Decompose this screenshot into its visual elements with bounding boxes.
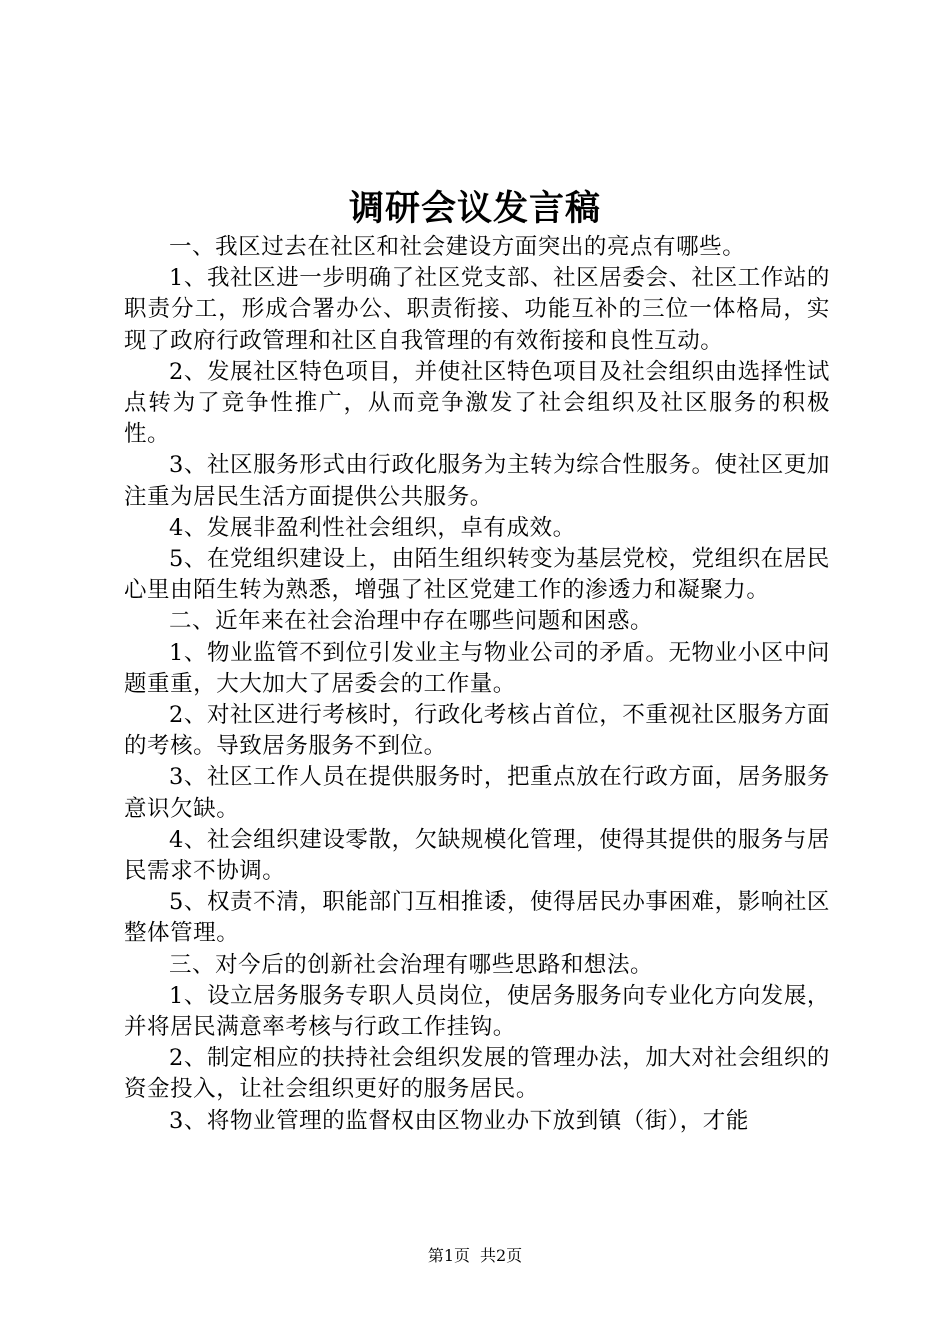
paragraph: 3、社区工作人员在提供服务时，把重点放在行政方面，居务服务意识欠缺。 [124, 764, 830, 822]
paragraph-section-1-heading: 一、我区过去在社区和社会建设方面突出的亮点有哪些。 [169, 234, 746, 260]
paragraph: 1、设立居务服务专职人员岗位，使居务服务向专业化方向发展，并将居民满意率考核与行政工作挂钩。 [124, 982, 830, 1041]
paragraph: 4、发展非盈利性社会组织，卓有成效。 [169, 514, 576, 541]
paragraph: 4、社会组织建设零散，欠缺规模化管理，使得其提供的服务与居民需求不协调。 [124, 826, 830, 885]
paragraph: 5、权责不清，职能部门互相推诿，使得居民办事困难，影响社区整体管理。 [124, 889, 830, 947]
page-number-total: 共2页 [480, 1246, 523, 1265]
paragraph: 2、制定相应的扶持社会组织发展的管理办法，加大对社会组织的资金投入，让社会组织更好的服务居民。 [124, 1045, 830, 1103]
document-body [124, 232, 830, 1137]
paragraph: 5、在党组织建设上，由陌生组织转变为基层党校，党组织在居民心里由陌生转为熟悉，增强了社区党建工作的渗透力和凝聚力。 [124, 546, 830, 604]
paragraph: 3、社区服务形式由行政化服务为主转为综合性服务。使社区更加注重为居民生活方面提供公共服务。 [124, 452, 830, 510]
paragraph-section-2-heading: 二、近年来在社会治理中存在哪些问题和困惑。 [169, 608, 654, 635]
paragraph: 3、将物业管理的监督权由区物业办下放到镇（街），才能 [169, 1107, 749, 1134]
paragraph: 1、物业监管不到位引发业主与物业公司的矛盾。无物业小区中问题重重，大大加大了居委会的工作量。 [124, 639, 830, 697]
document-title: 调研会议发言稿 [348, 188, 601, 229]
page-footer [0, 1244, 950, 1268]
paragraph: 2、发展社区特色项目，并使社区特色项目及社会组织由选择性试点转为了竞争性推广，从而竞争激发了社会组织及社区服务的积极性。 [124, 358, 830, 448]
page-number-current: 第1页 [427, 1246, 470, 1265]
paragraph: 2、对社区进行考核时，行政化考核占首位，不重视社区服务方面的考核。导致居务服务不到位。 [124, 702, 830, 760]
paragraph: 1、我社区进一步明确了社区党支部、社区居委会、社区工作站的职责分工，形成合署办公、职责衔接、功能互补的三位一体格局，实现了政府行政管理和社区自我管理的有效衔接和良性互动。 [124, 265, 830, 354]
paragraph-section-3-heading: 三、对今后的创新社会治理有哪些思路和想法。 [169, 951, 654, 978]
